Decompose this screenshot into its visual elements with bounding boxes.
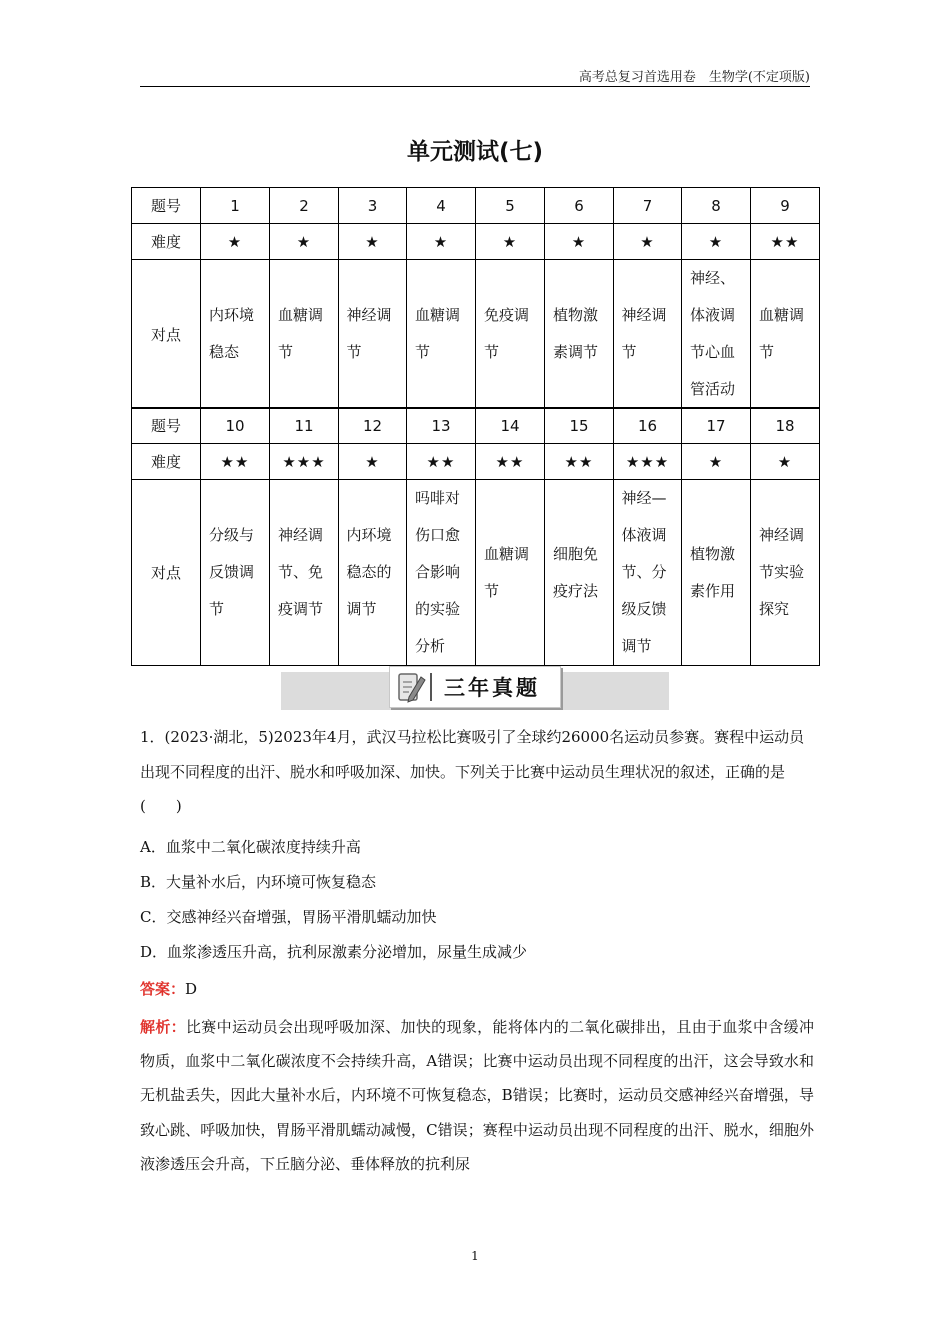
answer-line — [140, 978, 197, 999]
topic-cell: 血糖调节 — [476, 480, 545, 666]
question-number: 3 — [339, 188, 407, 224]
question-number: 13 — [407, 408, 476, 444]
topic-cell: 神经调节实验探究 — [751, 480, 820, 666]
difficulty-table-part1 — [131, 187, 820, 409]
header-rule — [140, 86, 810, 87]
topic-cell: 血糖调节 — [751, 260, 820, 409]
topic-cell: 内环境稳态的调节 — [339, 480, 407, 666]
topic-cell: 吗啡对伤口愈合影响的实验分析 — [407, 480, 476, 666]
question-number: 1 — [201, 188, 270, 224]
difficulty-stars: ★ — [545, 224, 614, 260]
difficulty-table-part2 — [131, 407, 820, 666]
table-row-difficulty — [132, 224, 820, 260]
topic-cell: 神经、体液调节心血管活动 — [682, 260, 751, 409]
row-label-number: 题号 — [132, 188, 201, 224]
question-number: 4 — [407, 188, 476, 224]
question-stem: 1．(2023·湖北，5)2023年4月，武汉马拉松比赛吸引了全球约26000名运动员参赛。赛程中运动员出现不同程度的出汗、脱水和呼吸加深、加快。下列关于比赛中运动员生理状况的叙述，正确的是( ) — [140, 728, 805, 815]
difficulty-stars: ★★ — [545, 444, 614, 480]
answer-value: D — [185, 980, 198, 998]
question-number: 7 — [614, 188, 682, 224]
topic-cell: 神经调节 — [339, 260, 407, 409]
topic-cell: 细胞免疫疗法 — [545, 480, 614, 666]
topic-cell: 内环境稳态 — [201, 260, 270, 409]
difficulty-stars: ★ — [614, 224, 682, 260]
topic-cell: 植物激素作用 — [682, 480, 751, 666]
difficulty-stars: ★★ — [407, 444, 476, 480]
section-badge — [389, 666, 561, 708]
topic-cell: 神经—体液调节、分级反馈调节 — [614, 480, 682, 666]
difficulty-stars: ★★★ — [270, 444, 339, 480]
explanation-text: 比赛中运动员会出现呼吸加深、加快的现象，能将体内的二氧化碳排出，且由于血浆中含缓冲物质，血浆中二氧化碳浓度不会持续升高，A错误；比赛中运动员出现不同程度的出汗，这会导致水和无机盐丢失，因此大量补水后，内环境不可恢复稳态，B错误；比赛时，运动员交感神经兴奋增强，导致心跳、呼吸加快，胃肠平滑肌蠕动减慢，C错误；赛程中运动员出现不同程度的出汗、脱水，细胞外液渗透压会升高，下丘脑分泌、垂体释放的抗利尿 — [140, 1018, 814, 1173]
difficulty-stars: ★ — [339, 224, 407, 260]
question-number: 5 — [476, 188, 545, 224]
option-c: C．交感神经兴奋增强，胃肠平滑肌蠕动加快 — [140, 908, 437, 926]
difficulty-stars: ★★ — [751, 224, 820, 260]
question-number: 2 — [270, 188, 339, 224]
row-label-difficulty: 难度 — [132, 224, 201, 260]
difficulty-stars: ★ — [339, 444, 407, 480]
question-number: 8 — [682, 188, 751, 224]
badge-separator — [430, 673, 432, 701]
option-a: A．血浆中二氧化碳浓度持续升高 — [140, 838, 361, 856]
answer-label: 答案： — [140, 980, 186, 998]
difficulty-stars: ★★ — [476, 444, 545, 480]
question-number: 12 — [339, 408, 407, 444]
running-header: 高考总复习首选用卷 生物学(不定项版) — [578, 70, 810, 85]
question-number: 16 — [614, 408, 682, 444]
question-number: 6 — [545, 188, 614, 224]
topic-cell: 神经调节 — [614, 260, 682, 409]
question-number: 11 — [270, 408, 339, 444]
topic-cell: 神经调节、免疫调节 — [270, 480, 339, 666]
difficulty-stars: ★ — [682, 444, 751, 480]
topic-cell: 免疫调节 — [476, 260, 545, 409]
question-number: 10 — [201, 408, 270, 444]
table-row-number — [132, 408, 820, 444]
question-number: 15 — [545, 408, 614, 444]
row-label-topic: 对点 — [132, 480, 201, 666]
table-row-topic — [132, 260, 820, 409]
pencil-icon — [396, 669, 426, 705]
difficulty-stars: ★ — [407, 224, 476, 260]
explanation — [140, 1010, 814, 1181]
difficulty-stars: ★ — [476, 224, 545, 260]
question-number: 14 — [476, 408, 545, 444]
difficulty-stars: ★ — [751, 444, 820, 480]
page-number: 1 — [471, 1249, 479, 1263]
page-title: 单元测试(七) — [406, 139, 544, 165]
question-number: 17 — [682, 408, 751, 444]
section-title: 三年真题 — [444, 676, 540, 700]
topic-cell: 血糖调节 — [407, 260, 476, 409]
table-row-topic — [132, 480, 820, 666]
row-label-number: 题号 — [132, 408, 201, 444]
topic-cell: 植物激素调节 — [545, 260, 614, 409]
table-row-difficulty — [132, 444, 820, 480]
difficulty-stars: ★ — [682, 224, 751, 260]
difficulty-stars: ★ — [201, 224, 270, 260]
table-row-number — [132, 188, 820, 224]
row-label-topic: 对点 — [132, 260, 201, 409]
topic-cell: 分级与反馈调节 — [201, 480, 270, 666]
question-number: 9 — [751, 188, 820, 224]
option-b: B．大量补水后，内环境可恢复稳态 — [140, 873, 377, 891]
row-label-difficulty: 难度 — [132, 444, 201, 480]
question-number: 18 — [751, 408, 820, 444]
difficulty-stars: ★★★ — [614, 444, 682, 480]
option-d: D．血浆渗透压升高，抗利尿激素分泌增加，尿量生成减少 — [140, 943, 528, 961]
explanation-label: 解析： — [140, 1018, 186, 1036]
topic-cell: 血糖调节 — [270, 260, 339, 409]
difficulty-stars: ★ — [270, 224, 339, 260]
difficulty-stars: ★★ — [201, 444, 270, 480]
